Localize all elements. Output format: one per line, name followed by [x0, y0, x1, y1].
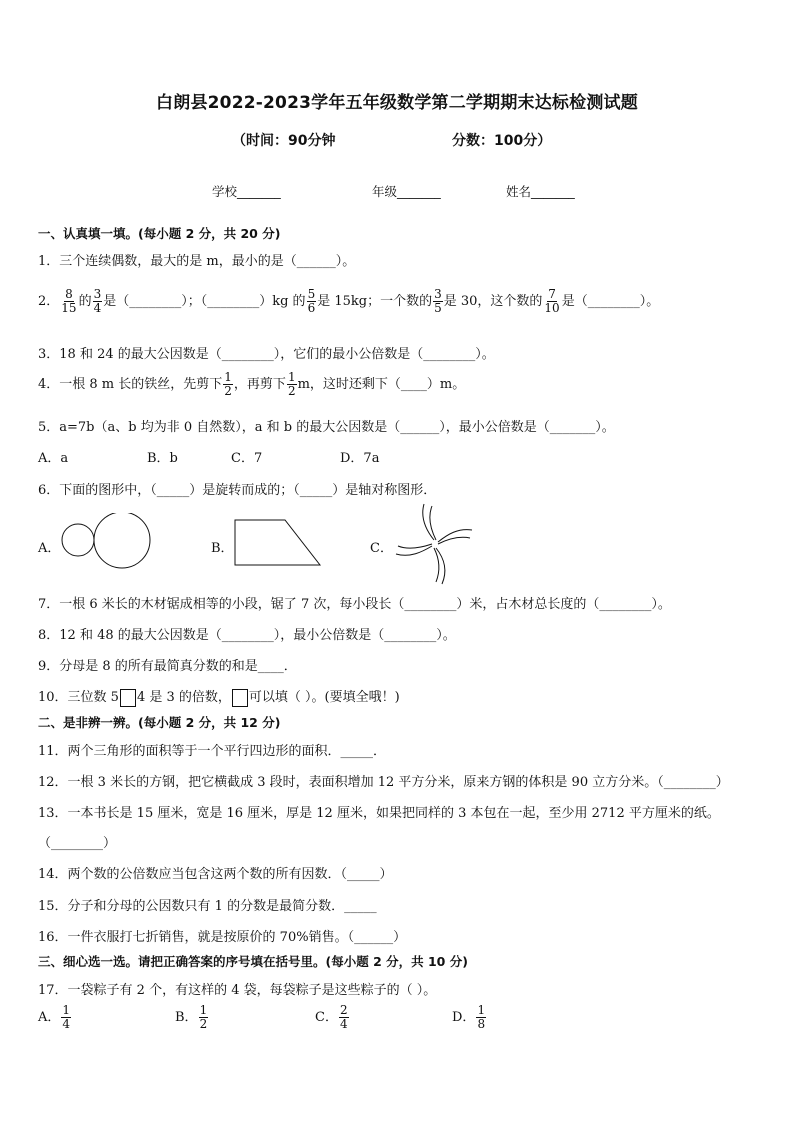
question-17: 17．一袋粽子有 2 个，有这样的 4 袋，每袋粽子是这些粽子的（ ）。 [38, 983, 437, 998]
option-label: B． [175, 1010, 198, 1025]
question-14: 14．两个数的公倍数应当包含这两个数的所有因数．（_____） [38, 867, 393, 882]
denominator: 15 [61, 301, 77, 315]
denominator: 10 [544, 301, 560, 315]
question-8: 8．12 和 48 的最大公因数是（________），最小公倍数是（________）。 [38, 628, 456, 643]
q2-text: 是 15kg；一个数的 [317, 294, 433, 309]
q17-option-a[interactable] [38, 1004, 72, 1031]
fraction [433, 288, 443, 315]
blank-box[interactable] [232, 689, 248, 707]
fraction [287, 371, 297, 398]
question-9: 9．分母是 8 的所有最简真分数的和是____． [38, 659, 297, 674]
q2-text: 2． [38, 294, 60, 309]
fraction [60, 288, 77, 315]
question-13-answer[interactable]: （________） [38, 836, 117, 851]
question-7: 7．一根 6 米长的木材锯成相等的小段，锯了 7 次，每小段长（________）米，占木材总长度的（________）。 [38, 597, 671, 612]
fraction [476, 1004, 486, 1031]
q10-text: 可以填（ ）。(要填全哦！) [248, 690, 400, 705]
q2-text: 是 30，这个数的 [443, 294, 543, 309]
denominator: 5 [434, 301, 442, 315]
q17-option-b[interactable] [175, 1004, 209, 1031]
option-label: A． [38, 1010, 61, 1025]
question-5: 5．a=7b（a、b 均为非 0 自然数），a 和 b 的最大公因数是（______），最小公倍数是（_______）。 [38, 420, 615, 435]
section-2-header: 二、是非辨一辨。(每小题 2 分，共 12 分) [38, 715, 281, 730]
numerator: 3 [434, 287, 442, 301]
q10-text: 4 是 3 的倍数， [136, 690, 231, 705]
denominator: 2 [224, 384, 232, 398]
grade-field[interactable]: 年级_______ [372, 184, 441, 199]
fraction [93, 288, 103, 315]
pinwheel-figure [390, 500, 480, 588]
q17-option-d[interactable] [452, 1004, 487, 1031]
numerator: 1 [199, 1003, 208, 1017]
q6-option-b[interactable]: B． [211, 541, 234, 556]
q6-option-c[interactable]: C． [370, 541, 393, 556]
q4-text: ，再剪下 [233, 377, 286, 392]
question-2 [38, 288, 659, 315]
question-15: 15．分子和分母的公因数只有 1 的分数是最简分数．_____ [38, 899, 377, 914]
denominator: 4 [62, 1017, 71, 1031]
numerator: 1 [287, 370, 296, 384]
section-1-header: 一、认真填一填。(每小题 2 分，共 20 分) [38, 226, 281, 241]
question-12: 12．一根 3 米长的方钢，把它横截成 3 段时，表面积增加 12 平方分米，原来方钢的体积是 90 立方分米。（________） [38, 775, 729, 790]
numerator: 3 [93, 287, 102, 301]
question-16: 16．一件衣服打七折销售，就是按原价的 70%销售。（______） [38, 930, 407, 945]
fraction [199, 1004, 209, 1031]
fraction [339, 1004, 349, 1031]
option-label: D． [452, 1010, 476, 1025]
denominator: 8 [477, 1017, 486, 1031]
question-13: 13．一本书长是 15 厘米，宽是 16 厘米，厚是 12 厘米，如果把同样的 3 本包在一起，至少用 2712 平方厘米的纸。 [38, 806, 720, 821]
option-label: C． [315, 1010, 338, 1025]
q2-text: 的 [78, 294, 92, 309]
question-6: 6．下面的图形中，（_____）是旋转而成的；（_____）是轴对称图形． [38, 483, 437, 498]
school-field[interactable]: 学校_______ [212, 184, 281, 199]
numerator: 1 [62, 1003, 71, 1017]
fraction [223, 371, 233, 398]
fraction [61, 1004, 71, 1031]
q2-text: 是（________）；（________）kg 的 [103, 294, 306, 309]
q5-option-d[interactable]: D．7a [340, 451, 380, 466]
q6-option-a[interactable]: A． [38, 541, 61, 556]
question-11: 11．两个三角形的面积等于一个平行四边形的面积．_____． [38, 744, 387, 759]
numerator: 8 [65, 287, 73, 301]
q5-option-b[interactable]: B．b [147, 451, 178, 466]
section-3-header: 三、细心选一选。请把正确答案的序号填在括号里。(每小题 2 分，共 10 分) [38, 954, 468, 969]
q4-text: m，这时还剩下（____）m。 [297, 377, 466, 392]
denominator: 4 [93, 301, 102, 315]
numerator: 1 [477, 1003, 486, 1017]
page-title: 白朗县2022-2023学年五年级数学第二学期期末达标检测试题 [156, 93, 638, 113]
numerator: 5 [307, 287, 316, 301]
denominator: 2 [199, 1017, 208, 1031]
denominator: 6 [307, 301, 316, 315]
exam-score: 分数：100分） [452, 133, 552, 149]
question-3: 3．18 和 24 的最大公因数是（________），它们的最小公倍数是（________）。 [38, 347, 495, 362]
two-circles-figure [58, 513, 178, 573]
fraction [307, 288, 317, 315]
q4-text: 4．一根 8 m 长的铁丝，先剪下 [38, 377, 223, 392]
numerator: 2 [339, 1003, 348, 1017]
q17-option-c[interactable] [315, 1004, 350, 1031]
numerator: 7 [548, 287, 556, 301]
denominator: 2 [287, 384, 296, 398]
q5-option-c[interactable]: C．7 [231, 451, 263, 466]
name-field[interactable]: 姓名_______ [506, 184, 575, 199]
q5-option-a[interactable]: A．a [38, 451, 69, 466]
q10-text: 10．三位数 5 [38, 690, 119, 705]
question-1: 1．三个连续偶数，最大的是 m，最小的是（______）。 [38, 254, 356, 269]
denominator: 4 [339, 1017, 348, 1031]
question-10 [38, 686, 400, 707]
fraction [543, 288, 560, 315]
numerator: 1 [224, 370, 232, 384]
blank-box[interactable] [120, 689, 136, 707]
q2-text: 是（________）。 [561, 294, 660, 309]
question-4 [38, 371, 465, 398]
exam-time: （时间：90分钟 [232, 133, 336, 149]
trapezoid-figure [230, 515, 330, 570]
